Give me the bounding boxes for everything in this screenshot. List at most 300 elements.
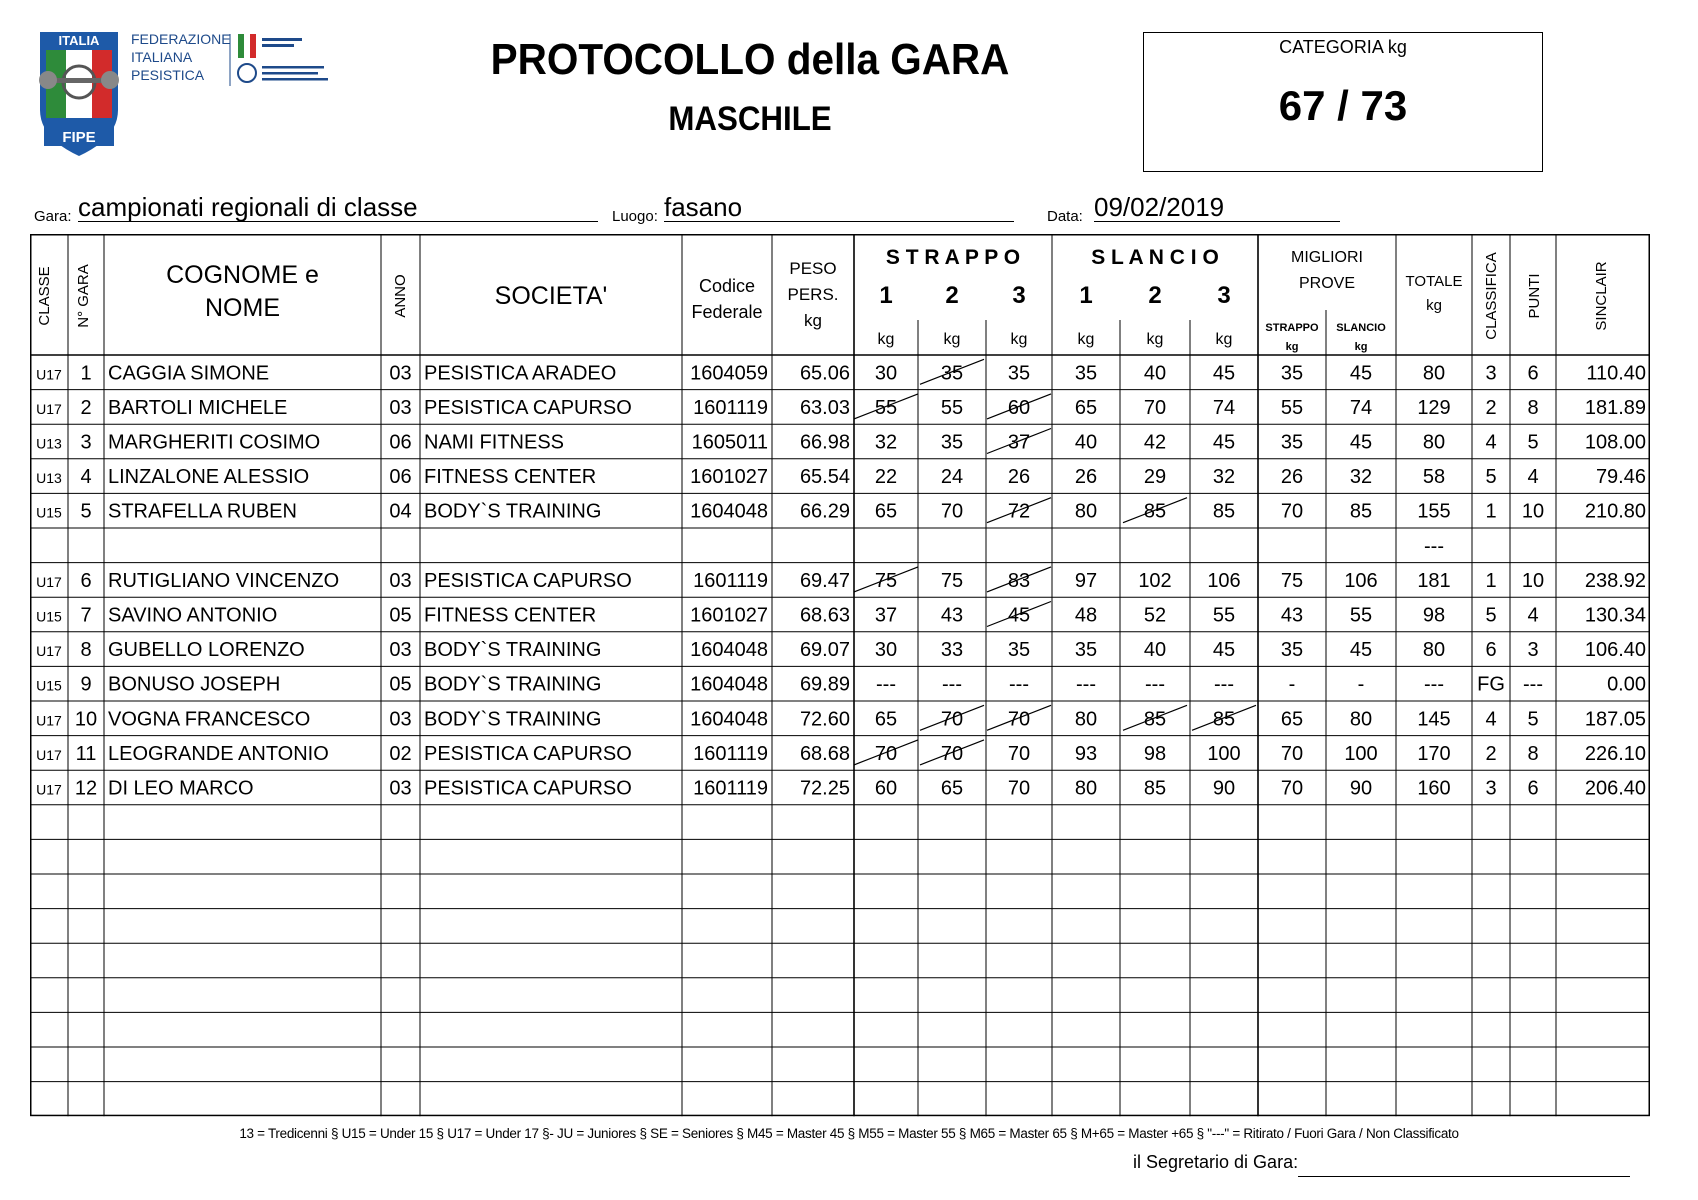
header-strappo-attempt: 3 — [1012, 282, 1026, 309]
cell-punti: 8 — [1527, 396, 1539, 419]
fipe-logo — [34, 30, 354, 170]
cell-codice: 1601119 — [693, 569, 768, 592]
cell-classe: U15 — [36, 504, 62, 521]
cell-attempt: 70 — [940, 742, 964, 765]
header-classe: CLASSE — [36, 266, 53, 326]
cell-attempt: 35 — [940, 362, 964, 385]
header-migliori-slancio: SLANCIO — [1336, 322, 1386, 334]
header-societa: SOCIETA' — [494, 282, 608, 310]
logo-federation-line3: PESISTICA — [131, 67, 205, 83]
cell-classifica: 5 — [1485, 466, 1497, 489]
cell-best-slancio: 100 — [1344, 742, 1378, 765]
cell-sinclair: 106.40 — [1584, 639, 1646, 662]
cell-anno: 06 — [389, 431, 412, 454]
cell-codice: 1601027 — [690, 604, 768, 627]
table-row — [36, 498, 1646, 523]
cell-attempt: --- — [1214, 673, 1234, 696]
cell-attempt: 85 — [1212, 500, 1236, 523]
cell-totale: 170 — [1417, 742, 1451, 765]
table-row — [36, 778, 1646, 800]
cell-societa: PESISTICA ARADEO — [424, 362, 617, 385]
cell-attempt: 32 — [1212, 466, 1236, 489]
cell-best-slancio: 45 — [1349, 639, 1373, 662]
cell-attempt: 37 — [874, 604, 898, 627]
cell-societa: FITNESS CENTER — [424, 466, 597, 489]
cell-attempt: 75 — [940, 569, 964, 592]
cell-classifica: 2 — [1485, 742, 1497, 765]
cell-codice: 1604048 — [690, 708, 768, 731]
cell-peso: 68.68 — [799, 742, 850, 765]
cell-attempt: 70 — [1143, 396, 1167, 419]
cell-attempt: 35 — [1007, 639, 1031, 662]
header-nome: NOME — [205, 294, 280, 322]
cell-sinclair: 181.89 — [1584, 396, 1646, 419]
cell-peso: 65.54 — [799, 466, 850, 489]
cell-anno: 02 — [389, 742, 412, 765]
cell-attempt: 45 — [1212, 362, 1236, 385]
header-kg: kg — [1354, 341, 1368, 353]
cell-attempt: 98 — [1143, 742, 1167, 765]
cell-attempt: 55 — [874, 396, 898, 419]
cell-n-gara: 12 — [74, 777, 98, 800]
cell-codice: 1601119 — [693, 742, 768, 765]
cell-peso: 65.06 — [799, 362, 850, 385]
header-kg: kg — [1146, 331, 1164, 348]
cell-anno: 03 — [389, 639, 412, 662]
page-title: PROTOCOLLO della GARA — [490, 35, 1010, 84]
cell-attempt: 48 — [1074, 604, 1098, 627]
cell-attempt: --- — [942, 673, 962, 696]
cell-n-gara: 5 — [80, 500, 92, 523]
table-row — [36, 602, 1646, 627]
cell-anno: 04 — [389, 500, 412, 523]
luogo-label: Luogo: — [612, 208, 658, 225]
cell-codice: 1604059 — [690, 362, 768, 385]
cell-classe: U17 — [36, 746, 62, 763]
cell-attempt: 85 — [1143, 500, 1167, 523]
cell-classe: U17 — [36, 712, 62, 729]
header-migliori: MIGLIORI — [1290, 249, 1364, 266]
cell-attempt: 65 — [940, 777, 964, 800]
cell-classifica: 1 — [1485, 569, 1497, 592]
cell-classe: U15 — [36, 677, 62, 694]
cell-attempt: 55 — [940, 396, 964, 419]
cell-classifica: 3 — [1485, 362, 1497, 385]
cell-best-slancio: 32 — [1349, 466, 1373, 489]
cell-attempt: 72 — [1007, 500, 1031, 523]
data-label: Data: — [1047, 208, 1083, 225]
cell-peso: 66.98 — [799, 431, 850, 454]
cell-totale: 160 — [1417, 777, 1451, 800]
cell-peso: 66.29 — [799, 500, 850, 523]
cell-attempt: 45 — [1212, 639, 1236, 662]
cell-attempt: 100 — [1207, 742, 1241, 765]
logo-country: ITALIA — [58, 33, 100, 48]
cell-n-gara: 1 — [80, 362, 92, 385]
cell-sinclair: 226.10 — [1584, 742, 1646, 765]
cell-attempt: 45 — [1007, 604, 1031, 627]
header-kg: kg — [877, 331, 895, 348]
cell-attempt: 40 — [1143, 362, 1167, 385]
cell-totale: 181 — [1417, 569, 1451, 592]
cell-punti: 6 — [1527, 777, 1539, 800]
cell-classe: U17 — [36, 400, 62, 417]
cell-nome: SAVINO ANTONIO — [108, 604, 278, 627]
cell-societa: PESISTICA CAPURSO — [424, 396, 632, 419]
cell-classifica: 4 — [1485, 708, 1497, 731]
cell-attempt: 30 — [874, 362, 898, 385]
header-anno: ANNO — [392, 274, 409, 318]
cell-best-strappo: 35 — [1280, 362, 1304, 385]
logo-federation-line1: FEDERAZIONE — [131, 31, 231, 47]
header-pers: PERS. — [787, 285, 839, 304]
cell-punti: 8 — [1527, 742, 1539, 765]
page-subtitle: MASCHILE — [668, 100, 832, 138]
results-table — [30, 234, 1650, 1119]
cell-attempt: 26 — [1074, 466, 1098, 489]
cell-attempt: 75 — [874, 569, 898, 592]
header-codice: Codice — [698, 276, 756, 296]
cell-punti: 5 — [1527, 708, 1539, 731]
cell-nome: LINZALONE ALESSIO — [108, 466, 310, 489]
cell-punti: 10 — [1521, 500, 1545, 523]
cell-totale: 80 — [1422, 431, 1446, 454]
cell-sinclair: 0.00 — [1607, 673, 1646, 696]
cell-attempt: 70 — [874, 742, 898, 765]
cell-classifica: 5 — [1485, 604, 1497, 627]
cell-n-gara: 4 — [80, 466, 92, 489]
cell-best-strappo: 55 — [1280, 396, 1304, 419]
cell-attempt: 35 — [1074, 639, 1098, 662]
cell-attempt: 80 — [1074, 777, 1098, 800]
header-kg: kg — [1285, 341, 1299, 353]
cell-attempt: 65 — [1074, 396, 1098, 419]
table-row — [36, 674, 1646, 696]
cell-punti: --- — [1523, 673, 1543, 696]
cell-peso: 69.47 — [799, 569, 850, 592]
cell-societa: FITNESS CENTER — [424, 604, 597, 627]
cell-peso: 69.07 — [799, 639, 850, 662]
header-kg: kg — [1010, 331, 1028, 348]
cell-best-strappo: - — [1288, 673, 1296, 696]
gara-label: Gara: — [34, 208, 72, 225]
cell-punti: 4 — [1527, 604, 1539, 627]
header-peso-kg: kg — [804, 311, 822, 330]
secretary-signature-line — [1298, 1176, 1630, 1177]
cell-codice: 1601119 — [693, 777, 768, 800]
table-row — [36, 639, 1646, 661]
header-kg: kg — [943, 331, 961, 348]
cell-sinclair: 238.92 — [1584, 569, 1646, 592]
cell-attempt: 70 — [940, 708, 964, 731]
cell-nome: GUBELLO LORENZO — [108, 639, 305, 662]
table-row — [1424, 535, 1444, 557]
header-kg: kg — [1215, 331, 1233, 348]
cell-attempt: 24 — [940, 466, 964, 489]
cell-attempt: 65 — [874, 500, 898, 523]
cell-classifica: 4 — [1485, 431, 1497, 454]
cell-attempt: --- — [1145, 673, 1165, 696]
fipe-shield-icon — [39, 32, 119, 156]
cell-punti: 4 — [1527, 466, 1539, 489]
cell-attempt: 33 — [940, 639, 964, 662]
cell-n-gara: 11 — [75, 742, 97, 765]
cell-punti: 3 — [1527, 639, 1539, 662]
cell-nome: BARTOLI MICHELE — [108, 396, 288, 419]
header-slancio-attempt: 2 — [1148, 282, 1162, 309]
cell-codice: 1605011 — [691, 431, 768, 454]
category-label: CATEGORIA kg — [1279, 37, 1407, 57]
data-value: 09/02/2019 — [1094, 193, 1340, 222]
cell-attempt: 70 — [940, 500, 964, 523]
cell-n-gara: 2 — [80, 396, 92, 419]
header-prove: PROVE — [1298, 275, 1356, 292]
cell-sinclair: 79.46 — [1595, 466, 1646, 489]
cell-totale: 58 — [1422, 466, 1446, 489]
cell-attempt: 70 — [1007, 742, 1031, 765]
cell-peso: 72.60 — [799, 708, 850, 731]
header-slancio-attempt: 3 — [1217, 282, 1231, 309]
cell-nome: LEOGRANDE ANTONIO — [108, 742, 329, 765]
cell-attempt: 85 — [1212, 708, 1236, 731]
cell-anno: 03 — [389, 396, 412, 419]
cell-attempt: 80 — [1074, 708, 1098, 731]
cell-attempt: 90 — [1212, 777, 1236, 800]
cell-sinclair: 108.00 — [1584, 431, 1646, 454]
cell-codice: 1604048 — [690, 673, 768, 696]
cell-anno: 05 — [389, 604, 412, 627]
header-kg: kg — [1077, 331, 1095, 348]
cell-attempt: 74 — [1212, 396, 1236, 419]
cell-sinclair: 206.40 — [1584, 777, 1646, 800]
cell-sinclair: 210.80 — [1584, 500, 1646, 523]
cell-attempt: 43 — [940, 604, 964, 627]
header-federale: Federale — [691, 302, 763, 322]
header-classifica: CLASSIFICA — [1483, 252, 1500, 340]
cell-totale: 98 — [1422, 604, 1446, 627]
cell-anno: 03 — [389, 569, 412, 592]
cell-punti: 6 — [1527, 362, 1539, 385]
cell-attempt: 102 — [1138, 569, 1172, 592]
header-totale-kg: kg — [1426, 297, 1442, 314]
cell-attempt: 26 — [1007, 466, 1031, 489]
cell-best-slancio: 106 — [1344, 569, 1378, 592]
cell-attempt: 32 — [874, 431, 898, 454]
cell-totale: 80 — [1422, 362, 1446, 385]
cell-classe: U17 — [36, 781, 62, 798]
luogo-value: fasano — [664, 193, 1014, 222]
header-totale: TOTALE — [1405, 273, 1463, 290]
cell-societa: BODY`S TRAINING — [424, 500, 602, 523]
legend-text: 13 = Tredicenni § U15 = Under 15 § U17 = Under 17 §- JU = Juniores § SE = Seniores § M45 = Master 45 § M55 = Master 55 § M65 = Master 65 § M+65 = Master +65 § "---" = Ritirato / Fuori Gara / Non Classificato — [239, 1126, 1459, 1141]
cell-nome: STRAFELLA RUBEN — [108, 500, 297, 523]
cell-best-slancio: 45 — [1349, 362, 1373, 385]
header-punti: PUNTI — [1526, 273, 1543, 319]
cell-totale: 145 — [1417, 708, 1451, 731]
category-value: 67 / 73 — [1278, 82, 1408, 129]
cell-totale: 80 — [1422, 639, 1446, 662]
cell-attempt: 70 — [1007, 777, 1031, 800]
cell-anno: 03 — [389, 362, 412, 385]
cell-societa: BODY`S TRAINING — [424, 639, 602, 662]
header-slancio: S L A N C I O — [1091, 246, 1219, 269]
table-row — [36, 740, 1646, 765]
cell-n-gara: 3 — [80, 431, 92, 454]
cell-totale: --- — [1424, 673, 1444, 696]
header-cognome: COGNOME e — [166, 261, 319, 289]
cell-nome: CAGGIA SIMONE — [108, 362, 270, 385]
coni-emblem-icon — [238, 34, 328, 82]
cell-best-slancio: - — [1357, 673, 1365, 696]
gara-value: campionati regionali di classe — [78, 193, 598, 222]
cell-classifica: 2 — [1485, 396, 1497, 419]
cell-attempt: 70 — [1007, 708, 1031, 731]
cell-sinclair: 110.40 — [1586, 362, 1646, 385]
cell-attempt: 85 — [1143, 708, 1167, 731]
cell-codice: 1604048 — [690, 639, 768, 662]
cell-classe: U17 — [36, 573, 62, 590]
table-row — [36, 394, 1646, 419]
header-sinclair: SINCLAIR — [1593, 261, 1610, 331]
cell-attempt: 65 — [874, 708, 898, 731]
header-peso: PESO — [789, 259, 837, 278]
cell-best-strappo: 70 — [1280, 500, 1304, 523]
cell-classifica: 1 — [1485, 500, 1497, 523]
table-row — [36, 359, 1646, 384]
cell-best-strappo: 70 — [1280, 742, 1304, 765]
table-row — [36, 429, 1646, 454]
cell-classe: U15 — [36, 608, 62, 625]
cell-sinclair: 187.05 — [1584, 708, 1646, 731]
cell-best-strappo: 70 — [1280, 777, 1304, 800]
cell-peso: 72.25 — [799, 777, 850, 800]
cell-best-strappo: 65 — [1280, 708, 1304, 731]
cell-totale: --- — [1424, 535, 1444, 558]
cell-nome: RUTIGLIANO VINCENZO — [108, 569, 340, 592]
cell-codice: 1601119 — [693, 396, 768, 419]
cell-best-slancio: 45 — [1349, 431, 1373, 454]
cell-n-gara: 10 — [74, 708, 98, 731]
cell-n-gara: 9 — [80, 673, 92, 696]
cell-anno: 05 — [389, 673, 412, 696]
cell-attempt: --- — [876, 673, 896, 696]
cell-attempt: 106 — [1207, 569, 1241, 592]
cell-n-gara: 6 — [80, 569, 92, 592]
cell-anno: 03 — [389, 777, 412, 800]
cell-attempt: 52 — [1143, 604, 1167, 627]
cell-societa: PESISTICA CAPURSO — [424, 569, 632, 592]
cell-attempt: 60 — [1007, 396, 1031, 419]
cell-classifica: 3 — [1485, 777, 1497, 800]
cell-attempt: 37 — [1007, 431, 1031, 454]
cell-attempt: 45 — [1212, 431, 1236, 454]
cell-attempt: 35 — [1074, 362, 1098, 385]
cell-n-gara: 7 — [80, 604, 92, 627]
cell-attempt: 40 — [1074, 431, 1098, 454]
cell-best-slancio: 55 — [1349, 604, 1373, 627]
cell-classe: U17 — [36, 366, 62, 383]
cell-peso: 63.03 — [799, 396, 850, 419]
cell-sinclair: 130.34 — [1584, 604, 1646, 627]
cell-attempt: 83 — [1007, 569, 1031, 592]
logo-federation-line2: ITALIANA — [131, 49, 193, 65]
cell-classe: U13 — [36, 435, 62, 452]
cell-societa: NAMI FITNESS — [424, 431, 565, 454]
cell-attempt: 29 — [1143, 466, 1167, 489]
table-row — [36, 705, 1646, 730]
cell-best-strappo: 35 — [1280, 639, 1304, 662]
cell-totale: 129 — [1417, 396, 1451, 419]
cell-n-gara: 8 — [80, 639, 92, 662]
header-slancio-attempt: 1 — [1079, 282, 1093, 309]
cell-best-strappo: 35 — [1280, 431, 1304, 454]
cell-best-strappo: 26 — [1280, 466, 1304, 489]
cell-codice: 1604048 — [690, 500, 768, 523]
cell-attempt: 30 — [874, 639, 898, 662]
cell-attempt: --- — [1009, 673, 1029, 696]
category-box — [1143, 32, 1543, 172]
cell-peso: 68.63 — [799, 604, 850, 627]
cell-attempt: 55 — [1212, 604, 1236, 627]
cell-attempt: 80 — [1074, 500, 1098, 523]
cell-societa: PESISTICA CAPURSO — [424, 742, 632, 765]
cell-best-strappo: 43 — [1280, 604, 1304, 627]
cell-peso: 69.89 — [799, 673, 850, 696]
cell-attempt: 22 — [874, 466, 898, 489]
cell-anno: 03 — [389, 708, 412, 731]
logo-acronym: FIPE — [62, 129, 96, 146]
cell-attempt: 35 — [1007, 362, 1031, 385]
cell-attempt: --- — [1076, 673, 1096, 696]
cell-societa: PESISTICA CAPURSO — [424, 777, 632, 800]
secretary-label: il Segretario di Gara: — [1133, 1152, 1299, 1172]
table-row — [36, 466, 1646, 488]
cell-anno: 06 — [389, 466, 412, 489]
cell-codice: 1601027 — [690, 466, 768, 489]
cell-attempt: 60 — [874, 777, 898, 800]
cell-societa: BODY`S TRAINING — [424, 708, 602, 731]
cell-classe: U17 — [36, 643, 62, 660]
cell-classifica: 6 — [1485, 639, 1497, 662]
cell-nome: MARGHERITI COSIMO — [108, 431, 321, 454]
header-migliori-strappo: STRAPPO — [1265, 322, 1319, 334]
cell-classe: U13 — [36, 470, 62, 487]
cell-punti: 5 — [1527, 431, 1539, 454]
cell-best-slancio: 85 — [1349, 500, 1373, 523]
cell-punti: 10 — [1521, 569, 1545, 592]
cell-totale: 155 — [1417, 500, 1451, 523]
cell-attempt: 97 — [1074, 569, 1098, 592]
cell-best-slancio: 80 — [1349, 708, 1373, 731]
cell-attempt: 93 — [1074, 742, 1098, 765]
cell-societa: BODY`S TRAINING — [424, 673, 602, 696]
cell-best-slancio: 74 — [1349, 396, 1373, 419]
header-strappo: S T R A P P O — [885, 246, 1021, 269]
cell-nome: VOGNA FRANCESCO — [108, 708, 311, 731]
cell-attempt: 42 — [1143, 431, 1167, 454]
cell-attempt: 40 — [1143, 639, 1167, 662]
cell-attempt: 35 — [940, 431, 964, 454]
cell-attempt: 85 — [1143, 777, 1167, 800]
header-n-gara: N° GARA — [75, 264, 92, 328]
cell-nome: BONUSO JOSEPH — [108, 673, 281, 696]
header-strappo-attempt: 2 — [945, 282, 959, 309]
cell-best-slancio: 90 — [1349, 777, 1373, 800]
table-row — [36, 567, 1646, 592]
header-strappo-attempt: 1 — [879, 282, 893, 309]
cell-nome: DI LEO MARCO — [108, 777, 254, 800]
cell-classifica: FG — [1477, 673, 1505, 696]
